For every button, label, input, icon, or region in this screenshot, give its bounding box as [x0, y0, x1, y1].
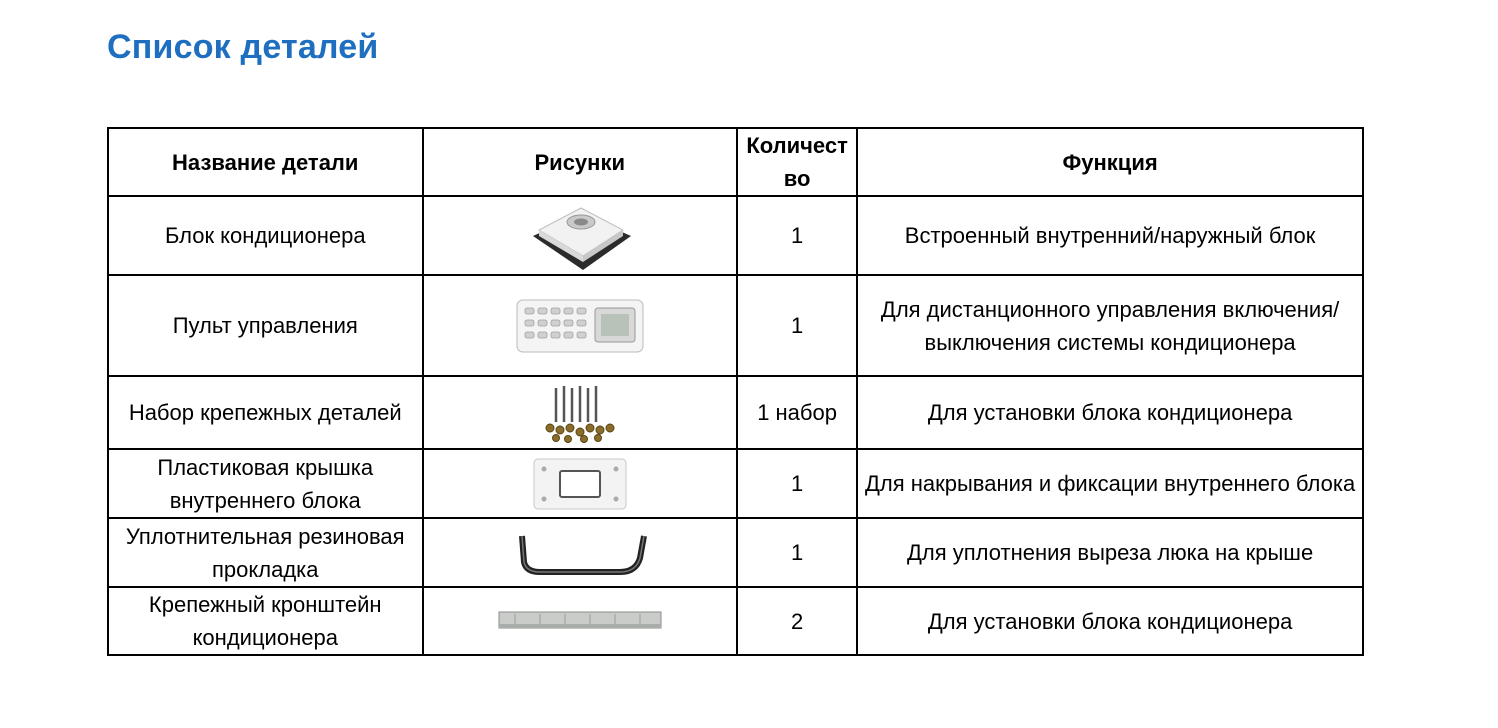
- part-name: Пульт управления: [108, 275, 423, 376]
- fastener-kit-icon: [540, 382, 620, 444]
- part-function: Для установки блока кондиционера: [857, 587, 1363, 655]
- header-quantity: Количест во: [737, 128, 857, 196]
- part-picture: [423, 275, 738, 376]
- table-row: [108, 587, 1363, 655]
- header-function: Функция: [857, 128, 1363, 196]
- table-row: [108, 376, 1363, 449]
- part-function: Для дистанционного управления включения/выключения системы кондиционера: [857, 275, 1363, 376]
- part-quantity: 1: [737, 196, 857, 275]
- header-name: Название детали: [108, 128, 423, 196]
- part-quantity: 2: [737, 587, 857, 655]
- part-name: Уплотнительная резиновая прокладка: [108, 518, 423, 587]
- part-quantity: 1: [737, 275, 857, 376]
- table-row: [108, 196, 1363, 275]
- part-quantity: 1 набор: [737, 376, 857, 449]
- header-picture: Рисунки: [423, 128, 738, 196]
- table-header-row: [108, 128, 1363, 196]
- mounting-bracket-icon: [495, 606, 665, 636]
- part-function: Для уплотнения выреза люка на крыше: [857, 518, 1363, 587]
- rubber-gasket-icon: [510, 528, 650, 578]
- part-function: Для установки блока кондиционера: [857, 376, 1363, 449]
- part-name: Набор крепежных деталей: [108, 376, 423, 449]
- part-picture: [423, 518, 738, 587]
- ac-unit-icon: [525, 200, 635, 272]
- remote-control-icon: [515, 296, 645, 356]
- plastic-cover-icon: [530, 455, 630, 513]
- part-picture: [423, 587, 738, 655]
- part-function: Встроенный внутренний/наружный блок: [857, 196, 1363, 275]
- part-picture: [423, 449, 738, 518]
- part-name: Блок кондиционера: [108, 196, 423, 275]
- table-row: [108, 449, 1363, 518]
- part-name: Пластиковая крышка внутреннего блока: [108, 449, 423, 518]
- table-row: [108, 275, 1363, 376]
- part-quantity: 1: [737, 449, 857, 518]
- part-picture: [423, 376, 738, 449]
- part-picture: [423, 196, 738, 275]
- table-row: [108, 518, 1363, 587]
- part-name: Крепежный кронштейн кондиционера: [108, 587, 423, 655]
- parts-table: [107, 127, 1364, 656]
- part-function: Для накрывания и фиксации внутреннего блока: [857, 449, 1363, 518]
- part-quantity: 1: [737, 518, 857, 587]
- page-title: Список деталей: [107, 28, 379, 66]
